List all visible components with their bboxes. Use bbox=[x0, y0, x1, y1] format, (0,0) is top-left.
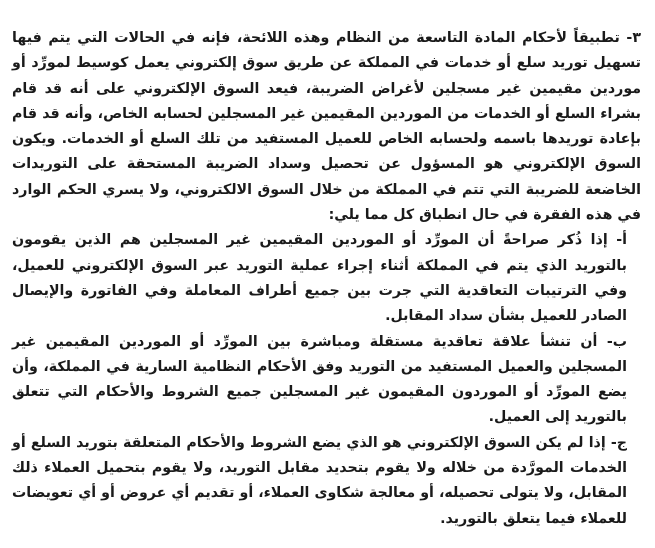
condition-item-b: ب- أن تنشأ علاقة تعاقدية مستقلة ومباشرة بين المورِّد أو الموردين المقيمين غير المسجلين والعميل المستفيد من التوريد وفق الأحكام النظامية السارية في المملكة، وأن يضع المورِّد أو الموردون المقيمون غير المسجلين جميع الشروط والأحكام التي تتعلق بالتوريد إلى العميل. bbox=[12, 333, 627, 426]
condition-item-c: ج- إذا لم يكن السوق الإلكتروني هو الذي يضع الشروط والأحكام المتعلقة بتوريد السلع أو الخدمات المورَّدة من خلاله ولا يقوم بتحديد مقابل التوريد، ولا يقوم بتحميل العملاء ذلك المقابل، ولا يتولى تحصيله، أو معالجة شكاوى العملاء، أو تقديم أي عروض أو أي تعويضات للعملاء فيما يتعلق بالتوريد. bbox=[12, 434, 627, 527]
condition-item-a: أ- إذا ذُكر صراحةً أن المورِّد أو الموردين المقيمين غير المسجلين هم الذين يقومون بالتوريد الذي يتم في المملكة أثناء إجراء عملية التوريد عبر السوق الإلكتروني للعميل، وفي الترتيبات التعاقدية التي جرت بين جميع أطراف المعاملة وفي الفاتورة والإيصال الصادر للعميل بشأن سداد المقابل. bbox=[12, 232, 627, 325]
document-body bbox=[12, 26, 641, 532]
paragraph-3: ٣- تطبيقاً لأحكام المادة التاسعة من النظام وهذه اللائحة، فإنه في الحالات التي يتم فيها تسهيل توريد سلع أو خدمات في المملكة عن طريق سوق إلكتروني يعمل كوسيط لمورِّد أو موردين مقيمين غير مسجلين لأغراض الضريبة، فيعد السوق الإلكتروني على أنه قد قام بشراء السلع أو الخدمات من الموردين المقيمين غير المسجلين لحسابه الخاص، وأنه قد قام بإعادة توريدها باسمه ولحسابه الخاص للعميل المستفيد من تلك السلع أو الخدمات. ويكون السوق الإلكتروني هو المسؤول عن تحصيل وسداد الضريبة المستحقة على التوريدات الخاضعة للضريبة التي تتم في المملكة من خلال السوق الالكتروني، ولا يسري الحكم الوارد في هذه الفقرة في حال انطباق كل مما يلي: bbox=[12, 30, 641, 224]
condition-list bbox=[12, 228, 641, 532]
